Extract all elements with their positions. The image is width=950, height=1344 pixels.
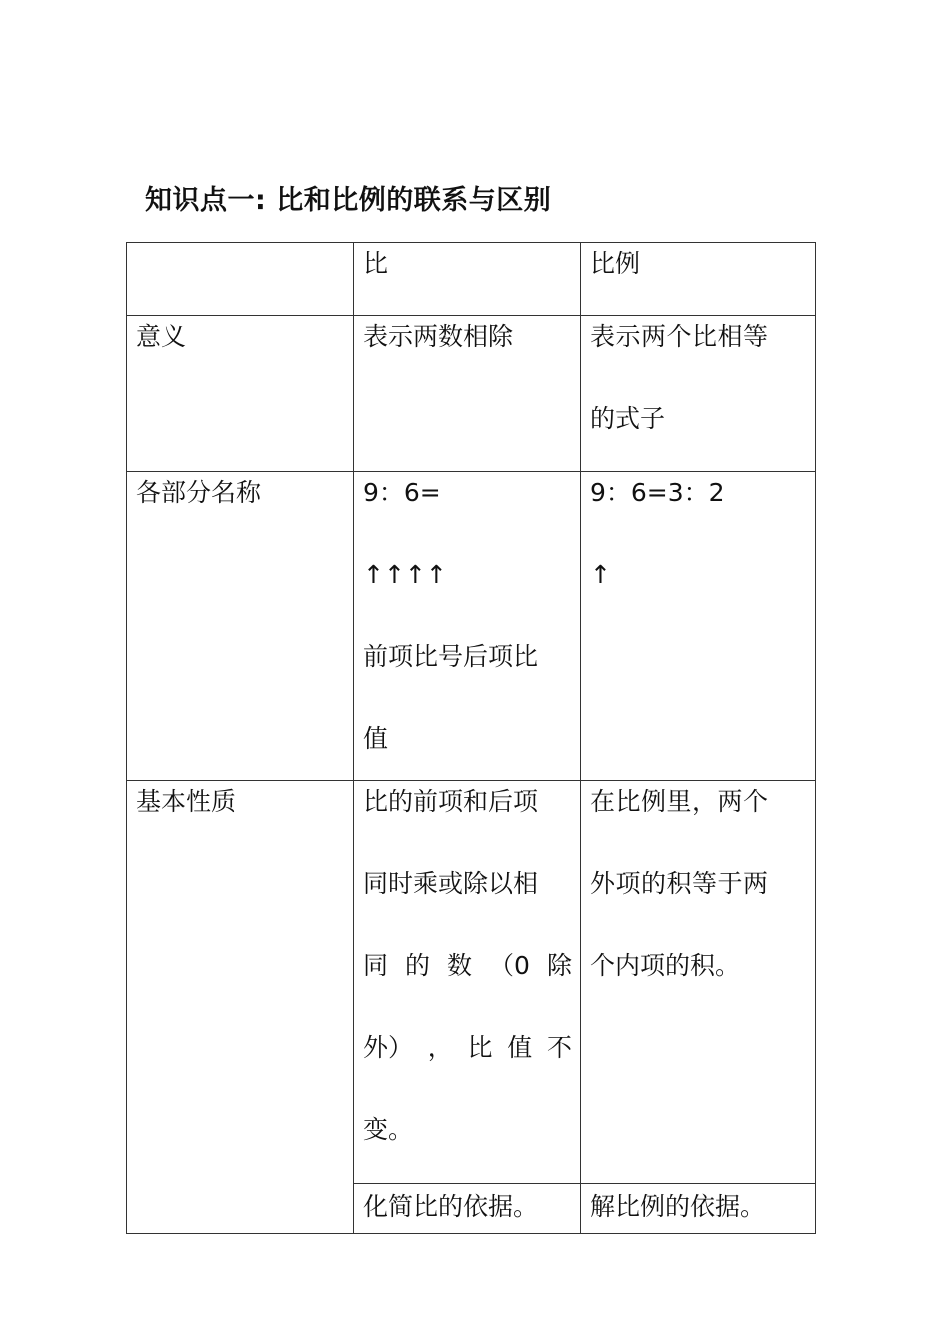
parts-proportion-arrow: ↑ (590, 560, 611, 589)
parts-ratio-line1: 9：6= (363, 478, 441, 507)
property-ratio-line3-word: 的 (405, 951, 431, 980)
row-label-property: 基本性质 (127, 781, 354, 1234)
meaning-proportion-line2: 的式子 (590, 404, 666, 433)
basis-ratio-cell: 化简比的依据。 (354, 1184, 581, 1234)
parts-proportion-line1: 9：6=3：2 (590, 478, 725, 507)
table-row-parts (127, 472, 816, 781)
row-label-meaning: 意义 (127, 316, 354, 472)
header-cell-proportion: 比例 (581, 243, 816, 316)
parts-ratio-line3: 前项比号后项比 (363, 642, 539, 671)
table-row-meaning (127, 316, 816, 472)
parts-proportion-cell (581, 472, 816, 781)
section-heading: 知识点一: 比和比例的联系与区别 (145, 185, 552, 216)
meaning-proportion-cell (581, 316, 816, 472)
property-ratio-line4-word: 值 (507, 1033, 533, 1062)
meaning-proportion-line1: 表示两个比相等 (590, 322, 769, 351)
property-ratio-line4-word: 比 (467, 1033, 493, 1062)
property-ratio-line1: 比的前项和后项 (363, 787, 539, 816)
ratio-proportion-table (126, 242, 816, 1234)
property-ratio-line4 (363, 1007, 572, 1089)
table-row-property (127, 781, 816, 1184)
property-proportion-line1: 在比例里，两个 (590, 787, 769, 816)
property-ratio-line4-word: 外） (363, 1033, 414, 1062)
parts-ratio-cell (354, 472, 581, 781)
parts-ratio-arrows: ↑↑↑↑ (363, 560, 447, 589)
row-label-parts: 各部分名称 (127, 472, 354, 781)
basis-proportion-cell: 解比例的依据。 (581, 1184, 816, 1234)
property-proportion-line3: 个内项的积。 (590, 951, 741, 980)
meaning-ratio-cell: 表示两数相除 (354, 316, 581, 472)
property-ratio-line3-word: 同 (363, 951, 389, 980)
property-ratio-line3-word: （0 (489, 951, 530, 980)
property-ratio-line2: 同时乘或除以相 (363, 869, 539, 898)
property-proportion-line2: 外项的积等于两 (590, 869, 769, 898)
property-ratio-line4-word: 不 (546, 1033, 572, 1062)
property-ratio-line4-word: ， (427, 1033, 453, 1062)
property-ratio-line5: 变。 (363, 1115, 414, 1144)
property-ratio-line3-word: 除 (546, 951, 572, 980)
property-ratio-cell (354, 781, 581, 1184)
property-proportion-cell (581, 781, 816, 1184)
header-cell-ratio: 比 (354, 243, 581, 316)
parts-ratio-line4: 值 (363, 724, 389, 753)
property-ratio-line3-word: 数 (447, 951, 473, 980)
property-ratio-line3 (363, 925, 572, 1007)
